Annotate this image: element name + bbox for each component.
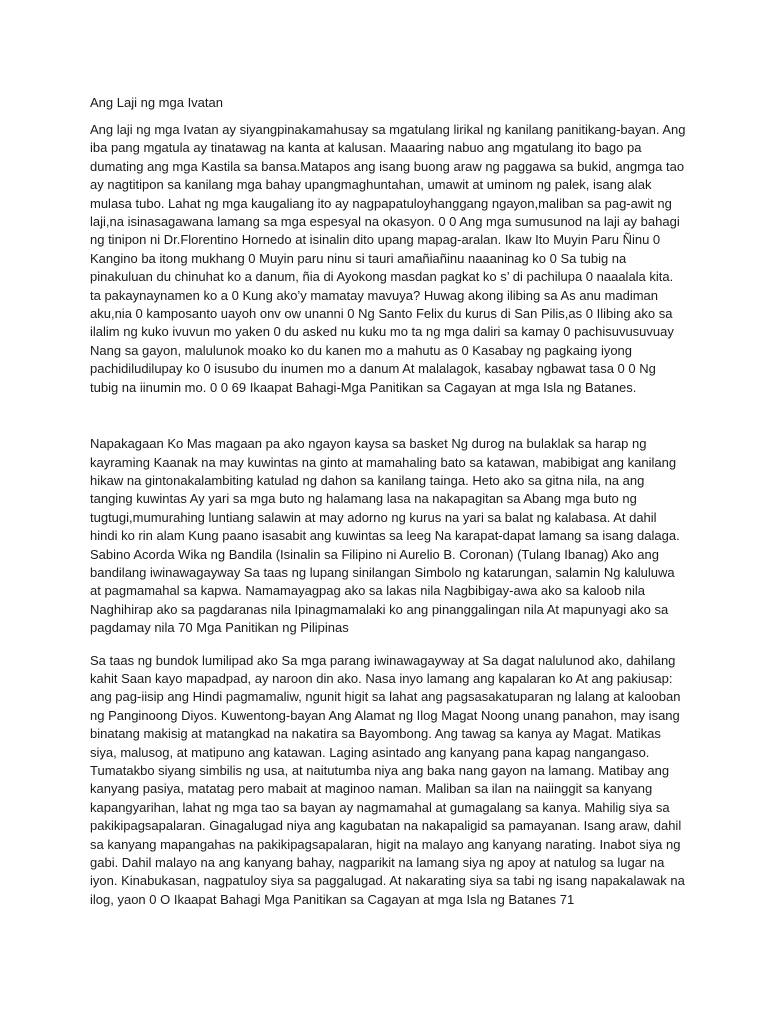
- paragraph-napakagaan: Napakagaan Ko Mas magaan pa ako ngayon kaysa sa basket Ng durog na bulaklak sa harap ng kayraming Kaanak na may kuwintas na ginto at mamahaling bato sa katawan, mabibigat ang kanilang hikaw na gintonakalambiting katulad ng dahon sa kanilang tainga. Heto ako sa gitna nila, na ang tanging kuwintas Ay yari sa mga buto ng halamang lasa na nakapagitan sa Abang mga buto ng tugtugi,mumurahing luntiang salawin at may adorno ng kurus na yari sa balat ng kalabasa. At dahil hindi ko rin alam Kung paano isasabit ang kuwintas sa leeg Na karapat-dapat lamang sa isang dalaga. Sabino Acorda Wika ng Bandila (Isinalin sa Filipino ni Aurelio B. Coronan) (Tulang Ibanag) Ako ang bandilang iwinawagayway Sa taas ng lupang sinilangan Simbolo ng katarungan, salamin Ng kaluluwa at pagmamahal sa kapwa. Namamayagpag ako sa lakas nila Nagbibigay-awa ako sa kaloob nila Naghihirap ako sa pagdaranas nila Ipinagmamalaki ko ang pinanggalingan nila At mapunyagi ako sa pagdamay nila 70 Mga Panitikan ng Pilipinas: [90, 436, 680, 636]
- paragraph-ang-laji: Ang laji ng mga Ivatan ay siyangpinakamahusay sa mgatulang lirikal ng kanilang panitikang-bayan. Ang iba pang mgatula ay tinatawag na kanta at kalusan. Maaaring nabuo ang mgatulang ito bago pa dumating ang mga Kastila sa bansa.Matapos ang isang buong araw ng paggawa sa bukid, angmga tao ay nagtitipon sa kanilang mga bahay upangmaghuntahan, umawit at uminom ng palek, isang alak mulasa tubo. Lahat ng mga kaugaliang ito ay nagpapatuloyhanggang ngayon,maliban sa pag-awit ng laji,na isinasagawana lamang sa mga espesyal na okasyon. 0 0 Ang mga sumusunod na laji ay bahagi ng tinipon ni Dr.Florentino Hornedo at isinalin dito upang mapag-aralan. Ikaw Ito Muyin Paru Ñinu 0 Kangino ba itong mukhang 0 Muyin paru ninu si tauri amañiañinu naaaninag ko 0 Sa tubig na pinakuluan du chinuhat ko a danum, ñia di Ayokong masdan pagkat ko s’ di pachilupa 0 naaalala kita. ta pakaynaynamen ko a 0 Kung ako’y mamatay mavuya? Huwag akong ilibing sa As anu madiman aku,nia 0 kamposanto uayoh onv ow unanni 0 Ng Santo Felix du kurus di San Pilis,as 0 Ilibing ako sa ilalim ng kuko ivuvun mo yaken 0 du asked nu kuku mo ta ng mga daliri sa kamay 0 pachisuvusuvuay Nang sa gayon, malulunok moako ko du kanen mo a mahutu as 0 Kasabay ng pagkaing iyong pachidiludilupay ko 0 isusubo du inumen mo a danum At malalagok, kasabay ngbawat tasa 0 0 Ng tubig na iinumin mo. 0 0 69 Ikaapat Bahagi-Mga Panitikan sa Cagayan at mga Isla ng Batanes.: [90, 122, 686, 395]
- paragraph-sa-taas-ng-bundok: Sa taas ng bundok lumilipad ako Sa mga parang iwinawagayway at Sa dagat nalulunod ako, dahilang kahit Saan kayo mapadpad, ay naroon din ako. Nasa inyo lamang ang kapalaran ko At ang pakiusap: ang pag-iisip ang Hindi pagmamaliw, ngunit higit sa lahat ang pagsasakatuparan ng lalang at kalooban ng Panginoong Diyos. Kuwentong-bayan Ang Alamat ng Ilog Magat Noong unang panahon, may isang binatang makisig at matangkad na nakatira sa Bayombong. Ang tawag sa kanya ay Magat. Matikas siya, malusog, at matipuno ang katawan. Laging asintado ang kanyang pana kapag nangangaso. Tumatakbo siyang simbilis ng usa, at naitutumba niya ang baka nang gayon na lamang. Matibay ang kanyang pasiya, matatag pero mabait at maginoo naman. Maliban sa ilan na naiinggit sa kanyang kapangyarihan, lahat ng mga tao sa bayan ay nagmamahal at gumagalang sa kanya. Mahilig siya sa pakikipagsapalaran. Ginagalugad niya ang kagubatan na nakapaligid sa pamayanan. Isang araw, dahil sa kanyang mapangahas na pakikipagsapalaran, higit na malayo ang kanyang narating. Inabot siya ng gabi. Dahil malayo na ang kanyang bahay, nagparikit na lamang siya ng apoy at natulog sa lugar na iyon. Kinabukasan, nagpatuloy siya sa paggalugad. At nakarating siya sa tabi ng isang napakalawak na ilog, yaon 0 O Ikaapat Bahagi Mga Panitikan sa Cagayan at mga Isla ng Batanes 71: [90, 652, 685, 907]
- document-title: Ang Laji ng mga Ivatan: [90, 95, 223, 110]
- paragraph-gap: [90, 411, 686, 435]
